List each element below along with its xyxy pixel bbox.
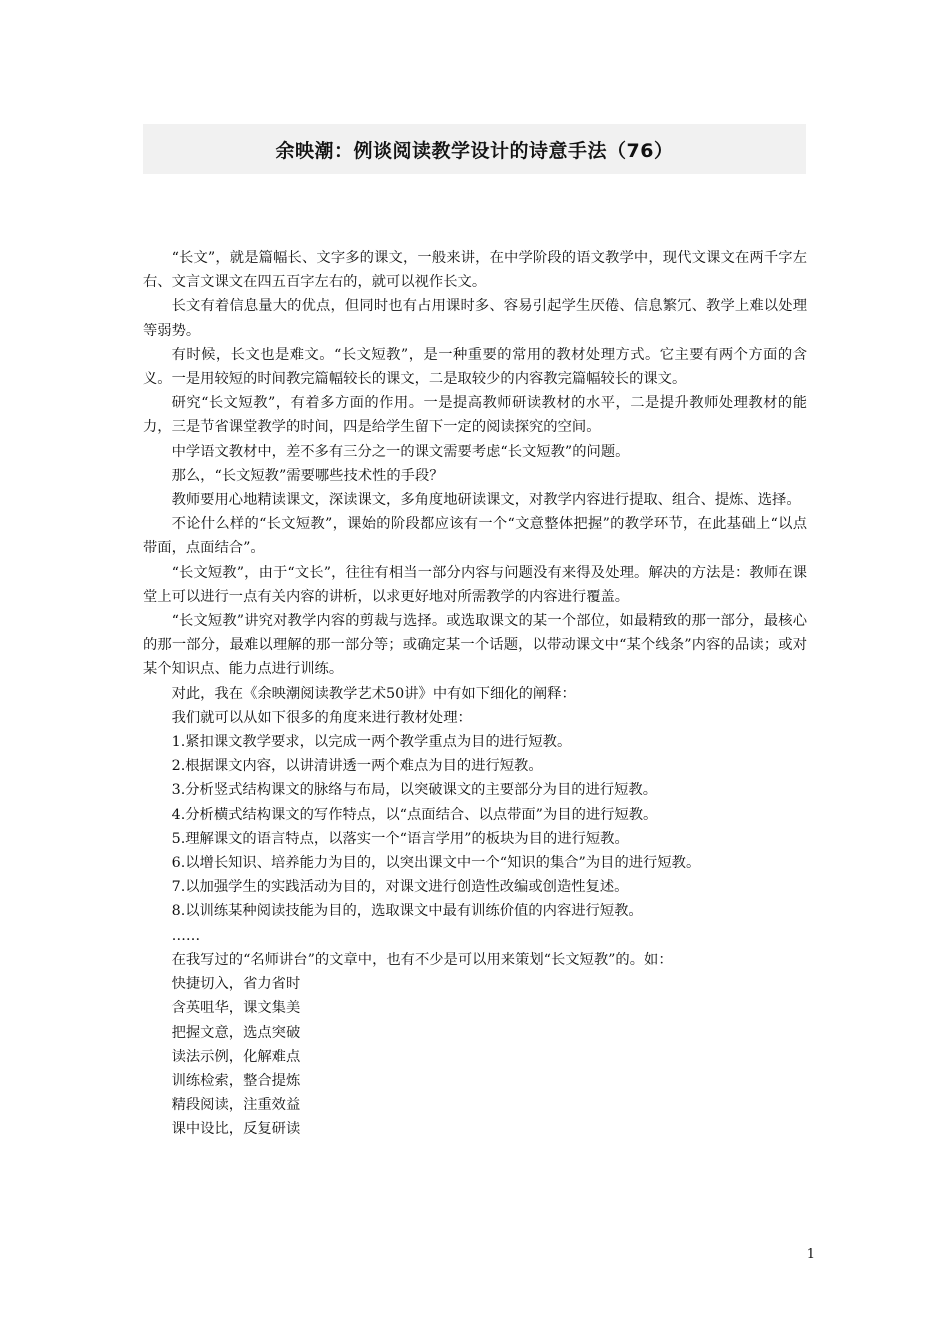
- document-body: [143, 246, 807, 1142]
- list-item: 4.分析横式结构课文的写作特点，以“点面结合、以点带面”为目的进行短教。: [171, 806, 658, 823]
- paragraph: “长文短教”讲究对教学内容的剪裁与选择。或选取课文的某一个部位，如最精致的那一部分，最核心的那一部分，最难以理解的那一部分等；或确定某一个话题，以带动课文中“某个线条”内容的品读；或对某个知识点、能力点进行训练。: [143, 613, 807, 678]
- paragraph: 对此，我在《余映潮阅读教学艺术50讲》中有如下细化的阐释：: [171, 685, 576, 702]
- list-item: 8.以训练某种阅读技能为目的，选取课文中最有训练价值的内容进行短教。: [171, 903, 643, 920]
- ellipsis: ……: [171, 927, 201, 944]
- paragraph: 在我写过的“名师讲台”的文章中，也有不少是可以用来策划“长文短教”的。如：: [171, 951, 673, 968]
- method-line: 快捷切入，省力省时: [171, 976, 301, 993]
- document-title: 余映潮：例谈阅读教学设计的诗意手法（76）: [275, 139, 674, 162]
- method-line: 精段阅读，注重效益: [171, 1097, 301, 1114]
- paragraph: “长文”，就是篇幅长、文字多的课文，一般来讲，在中学阶段的语文教学中，现代文课文在两千字左右、文言文课文在四五百字左右的，就可以视作长文。: [143, 250, 807, 291]
- list-item: 6.以增长知识、培养能力为目的，以突出课文中一个“知识的集合”为目的进行短教。: [171, 855, 701, 872]
- paragraph: 长文有着信息量大的优点，但同时也有占用课时多、容易引起学生厌倦、信息繁冗、教学上难以处理等弱势。: [143, 298, 807, 339]
- list-item: 3.分析竖式结构课文的脉络与布局，以突破课文的主要部分为目的进行短教。: [171, 782, 658, 799]
- method-line: 课中设比，反复研读: [171, 1121, 301, 1138]
- list-item: 5.理解课文的语言特点，以落实一个“语言学用”的板块为目的进行短教。: [171, 830, 629, 847]
- list-item: 2.根据课文内容，以讲清讲透一两个难点为目的进行短教。: [171, 758, 543, 775]
- paragraph: 教师要用心地精读课文，深读课文，多角度地研读课文，对教学内容进行提取、组合、提炼、选择。: [171, 492, 801, 509]
- paragraph: 有时候，长文也是难文。“长文短教”，是一种重要的常用的教材处理方式。它主要有两个方面的含义。一是用较短的时间教完篇幅较长的课文，二是取较少的内容教完篇幅较长的课文。: [143, 346, 807, 388]
- method-line: 训练检索，整合提炼: [171, 1072, 301, 1089]
- paragraph: 我们就可以从如下很多的角度来进行教材处理：: [171, 709, 472, 726]
- method-line: 读法示例，化解难点: [171, 1048, 301, 1065]
- method-line: 含英咀华，课文集美: [171, 1000, 301, 1017]
- page-number: 1: [806, 1247, 815, 1262]
- title-banner: [143, 124, 806, 174]
- method-line: 把握文意，选点突破: [171, 1024, 301, 1041]
- paragraph: 研究“长文短教”，有着多方面的作用。一是提高教师研读教材的水平，二是提升教师处理教材的能力，三是节省课堂教学的时间，四是给学生留下一定的阅读探究的空间。: [143, 395, 807, 436]
- paragraph: 中学语文教材中，差不多有三分之一的课文需要考虑“长文短教”的问题。: [171, 443, 630, 460]
- paragraph: 不论什么样的“长文短教”，课始的阶段都应该有一个“文意整体把握”的教学环节，在此基础上“以点带面，点面结合”。: [143, 516, 807, 557]
- list-item: 1.紧扣课文教学要求，以完成一两个教学重点为目的进行短教。: [171, 734, 572, 751]
- paragraph: 那么，“长文短教”需要哪些技术性的手段？: [171, 467, 444, 484]
- list-item: 7.以加强学生的实践活动为目的，对课文进行创造性改编或创造性复述。: [171, 879, 629, 896]
- paragraph: “长文短教”，由于“文长”，往往有相当一部分内容与问题没有来得及处理。解决的方法是：教师在课堂上可以进行一点有关内容的讲析，以求更好地对所需教学的内容进行覆盖。: [143, 564, 807, 605]
